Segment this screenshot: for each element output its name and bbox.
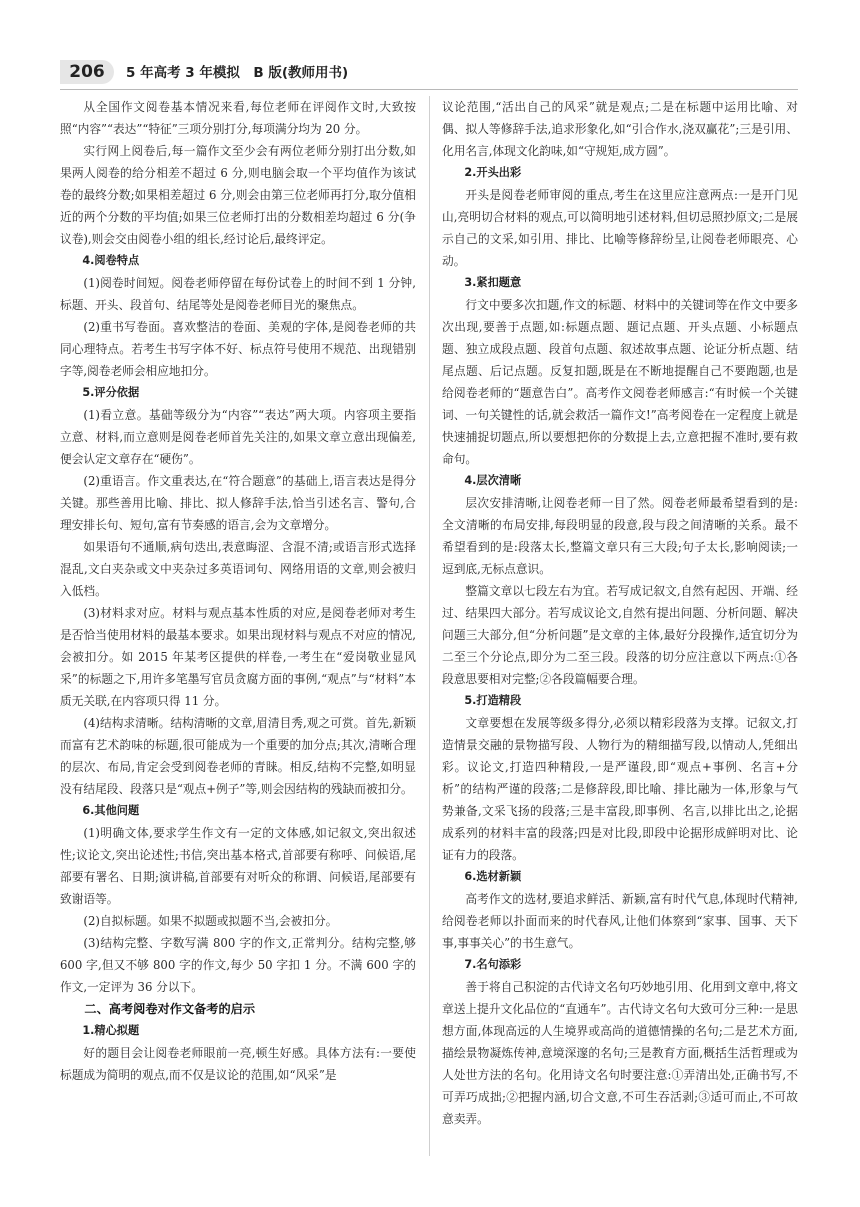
paragraph: 层次安排清晰,让阅卷老师一目了然。阅卷老师最希望看到的是:全文清晰的布局安排,每段明显的段意,段与段之间清晰的关系。最不希望看到的是:段落太长,整篇文章只有三大段;句子太长,影响阅读;一逗到底,无标点意识。 <box>442 496 798 576</box>
paragraph: 实行网上阅卷后,每一篇作文至少会有两位老师分别打出分数,如果两人阅卷的给分相差不超过 6 分,则电脑会取一个平均值作为该试卷的最终分数;如果相差超过 6 分,则会由第三位老师再打分,取分值相近的两个分数的平均值;如果三位老师打出的分数相差均超过 6 分(争议卷),则会交由阅卷小组的组长,经讨论后,最终评定。 <box>60 144 416 246</box>
paragraph: 行文中要多次扣题,作文的标题、材料中的关键词等在作文中要多次出现,要善于点题,如:标题点题、题记点题、开头点题、小标题点题、独立成段点题、段首句点题、叙述故事点题、论证分析点题、结尾点题、后记点题。反复扣题,既是在不断地提醒自己不要跑题,也是给阅卷老师的“题意告白”。高考作文阅卷老师感言:“有时候一个关键词、一句关键性的话,就会救活一篇作文!”高考阅卷在一定程度上就是快速捕捉切题点,所以要想把你的分数提上去,立意把握不准时,要有救命句。 <box>442 298 798 466</box>
right-column <box>442 96 798 1130</box>
paragraph: (1)明确文体,要求学生作文有一定的文体感,如记叙文,突出叙述性;议论文,突出论述性;书信,突出基本格式,首部要有称呼、问候语,尾部要有署名、日期;演讲稿,首部要有对听众的称谓、问候语,尾部要有致谢语等。 <box>60 826 416 906</box>
paragraph: (2)重语言。作文重表达,在“符合题意”的基础上,语言表达是得分关键。那些善用比喻、排比、拟人修辞手法,恰当引述名言、警句,合理安排长句、短句,富有节奏感的语言,会为文章增分。 <box>60 474 416 532</box>
section-heading: 1.精心拟题 <box>82 1024 140 1037</box>
column-divider <box>429 96 430 1156</box>
header-rule <box>60 89 798 90</box>
section-heading: 6.选材新颖 <box>464 870 522 883</box>
section-heading: 5.评分依据 <box>82 386 140 399</box>
paragraph: (2)重书写卷面。喜欢整洁的卷面、美观的字体,是阅卷老师的共同心理特点。若考生书写字体不好、标点符号使用不规范、出现错别字等,阅卷老师会相应地扣分。 <box>60 320 416 378</box>
paragraph: 高考作文的选材,要追求鲜活、新颖,富有时代气息,体现时代精神,给阅卷老师以扑面而来的时代春风,让他们体察到“家事、国事、天下事,事事关心”的书生意气。 <box>442 892 798 950</box>
paragraph: 如果语句不通顺,病句迭出,表意晦涩、含混不清;或语言形式选择混乱,文白夹杂或文中夹杂过多英语词句、网络用语的文章,则会被归入低档。 <box>60 540 416 598</box>
paragraph-continuation: 议论范围,“活出自己的风采”就是观点;二是在标题中运用比喻、对偶、拟人等修辞手法,追求形象化,如“引合作水,浇双赢花”;三是引用、化用名言,体现文化韵味,如“守规矩,成方圆”。 <box>442 100 798 158</box>
section-heading: 6.其他问题 <box>82 804 140 817</box>
paragraph: 开头是阅卷老师审阅的重点,考生在这里应注意两点:一是开门见山,亮明切合材料的观点,可以简明地引述材料,但切忌照抄原文;二是展示自己的文采,如引用、排比、比喻等修辞纷呈,让阅卷老师眼亮、心动。 <box>442 188 798 268</box>
section-heading: 3.紧扣题意 <box>464 276 522 289</box>
page-number: 206 <box>60 60 114 84</box>
paragraph: (3)结构完整、字数写满 800 字的作文,正常判分。结构完整,够 600 字,但又不够 800 字的作文,每少 50 字扣 1 分。不满 600 字的作文,一定评为 36 分以下。 <box>60 936 416 994</box>
book-title: 5 年高考 3 年模拟 B 版(教师用书) <box>126 65 349 81</box>
paragraph: (4)结构求清晰。结构清晰的文章,眉清目秀,观之可赏。首先,新颖而富有艺术韵味的标题,很可能成为一个重要的加分点;其次,清晰合理的层次、布局,肯定会受到阅卷老师的青睐。相反,结构不完整,如明显没有结尾段、段落只是“观点+例子”等,则会因结构的残缺而被扣分。 <box>60 716 416 796</box>
section-heading: 2.开头出彩 <box>464 166 522 179</box>
section-heading: 4.阅卷特点 <box>82 254 140 267</box>
section-heading: 5.打造精段 <box>464 694 522 707</box>
paragraph: 文章要想在发展等级多得分,必须以精彩段落为支撑。记叙文,打造情景交融的景物描写段、人物行为的精细描写段,以情动人,凭细出彩。议论文,打造四种精段,一是严谨段,即“观点+事例、名言+分析”的结构严谨的段落;二是修辞段,即比喻、排比融为一体,形象与气势兼备,文采飞扬的段落;三是丰富段,即事例、名言,以排比出之,论据成系列的材料丰富的段落;四是对比段,即段中论据形成鲜明对比、论证有力的段落。 <box>442 716 798 862</box>
section-heading: 7.名句添彩 <box>464 958 522 971</box>
chapter-heading: 二、高考阅卷对作文备考的启示 <box>84 1002 256 1016</box>
paragraph: (2)自拟标题。如果不拟题或拟题不当,会被扣分。 <box>83 914 338 928</box>
paragraph: (3)材料求对应。材料与观点基本性质的对应,是阅卷老师对考生是否恰当使用材料的最基本要求。如果出现材料与观点不对应的情况,会被扣分。如 2015 年某考区提供的样卷,一考生在“爱岗敬业显风采”的标题之下,用许多笔墨写官员贪腐方面的事例,“观点”与“材料”本质无关联,在内容项只得 11 分。 <box>60 606 416 708</box>
paragraph: 从全国作文阅卷基本情况来看,每位老师在评阅作文时,大致按照“内容”“表达”“特征”三项分别打分,每项满分均为 20 分。 <box>60 100 416 136</box>
left-column <box>60 96 416 1086</box>
paragraph: 好的题目会让阅卷老师眼前一亮,顿生好感。具体方法有:一要使标题成为简明的观点,而不仅是议论的范围,如“风采”是 <box>60 1046 416 1082</box>
page-header <box>0 60 860 86</box>
paragraph: 善于将自己积淀的古代诗文名句巧妙地引用、化用到文章中,将文章送上提升文化品位的“直通车”。古代诗文名句大致可分三种:一是思想方面,体现高远的人生境界或高尚的道德情操的名句;二是艺术方面,描绘景物凝炼传神,意境深邃的名句;三是教育方面,概括生活哲理或为人处世方法的名句。化用诗文名句时要注意:①弄清出处,正确书写,不可弄巧成拙;②把握内涵,切合文意,不可生吞活剥;③适可而止,不可故意卖弄。 <box>442 980 798 1126</box>
paragraph: (1)阅卷时间短。阅卷老师停留在每份试卷上的时间不到 1 分钟,标题、开头、段首句、结尾等处是阅卷老师目光的聚焦点。 <box>60 276 416 312</box>
section-heading: 4.层次清晰 <box>464 474 522 487</box>
paragraph: 整篇文章以七段左右为宜。若写成记叙文,自然有起因、开端、经过、结果四大部分。若写成议论文,自然有提出问题、分析问题、解决问题三大部分,但“分析问题”是文章的主体,最好分段操作,适宜切分为二至三个分论点,即分为二至三段。段落的切分应注意以下两点:①各段意思要相对完整;②各段篇幅要合理。 <box>442 584 798 686</box>
paragraph: (1)看立意。基础等级分为“内容”“表达”两大项。内容项主要指立意、材料,而立意则是阅卷老师首先关注的,如果文章立意出现偏差,便会认定文章存在“硬伤”。 <box>60 408 416 466</box>
